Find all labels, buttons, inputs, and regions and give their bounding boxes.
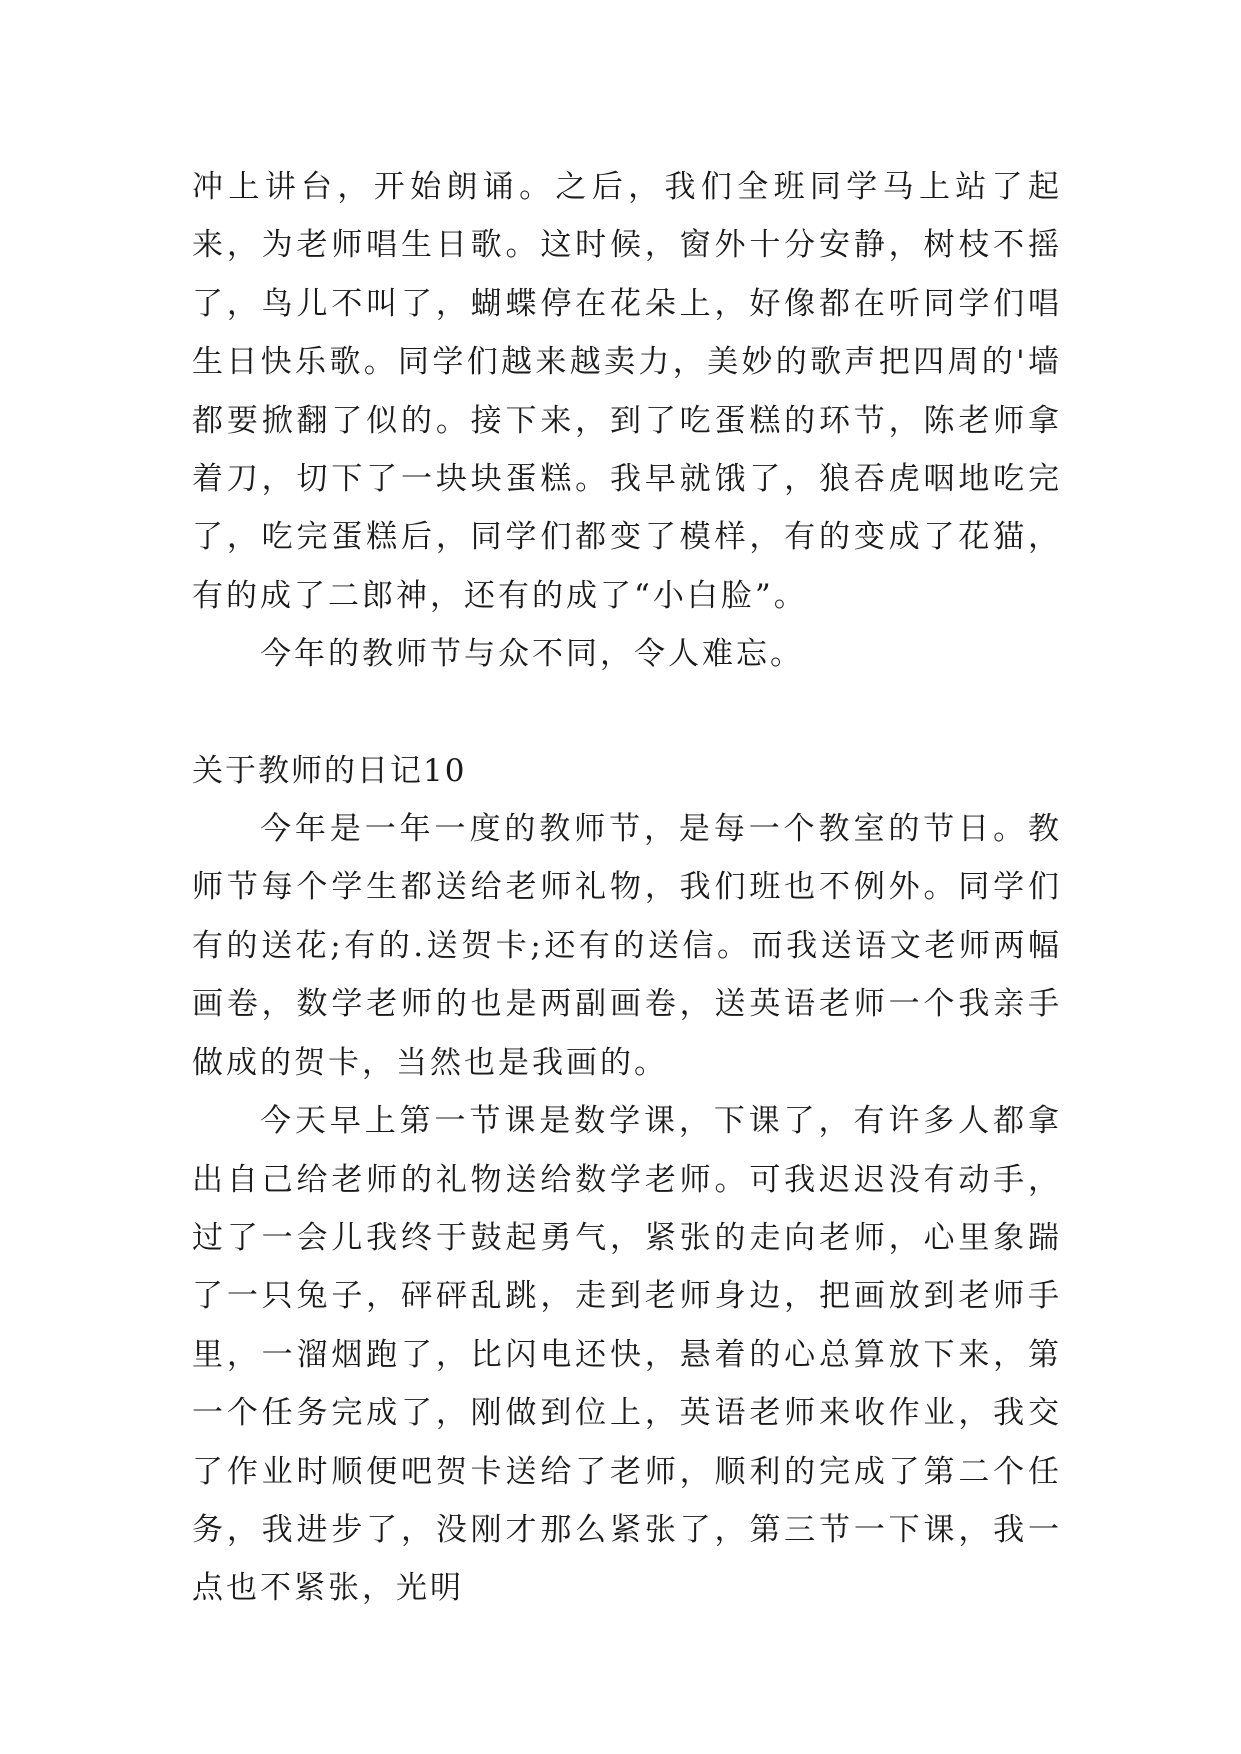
body-paragraph: 今年的教师节与众不同，令人难忘。: [260, 636, 804, 673]
section-title: 关于教师的日记10: [192, 752, 467, 789]
body-paragraph: 今年是一年一度的教师节，是每一个教室的节日。教师节每个学生都送给老师礼物，我们班也不例外。同学们有的送花;有的.送贺卡;还有的送信。而我送语文老师两幅画卷，数学老师的也是两副画卷，送英语老师一个我亲手做成的贺卡，当然也是我画的。: [192, 811, 1062, 1081]
body-paragraph: 冲上讲台，开始朗诵。之后，我们全班同学马上站了起来，为老师唱生日歌。这时候，窗外十分安静，树枝不摇了，鸟儿不叫了，蝴蝶停在花朵上，好像都在听同学们唱生日快乐歌。同学们越来越卖力，美妙的歌声把四周的'墙都要掀翻了似的。接下来，到了吃蛋糕的环节，陈老师拿着刀，切下了一块块蛋糕。我早就饿了，狼吞虎咽地吃完了，吃完蛋糕后，同学们都变了模样，有的变成了花猫，有的成了二郎神，还有的成了“小白脸”。: [192, 169, 1062, 614]
body-paragraph: 今天早上第一节课是数学课，下课了，有许多人都拿出自己给老师的礼物送给数学老师。可我迟迟没有动手，过了一会儿我终于鼓起勇气，紧张的走向老师，心里象踹了一只兔子，砰砰乱跳，走到老师身边，把画放到老师手里，一溜烟跑了，比闪电还快，悬着的心总算放下来，第一个任务完成了，刚做到位上，英语老师来收作业，我交了作业时顺便吧贺卡送给了老师，顺利的完成了第二个任务，我进步了，没刚才那么紧张了，第三节一下课，我一点也不紧张，光明: [192, 1103, 1062, 1607]
document-page: [192, 158, 1062, 1618]
section-gap: [192, 684, 1062, 742]
